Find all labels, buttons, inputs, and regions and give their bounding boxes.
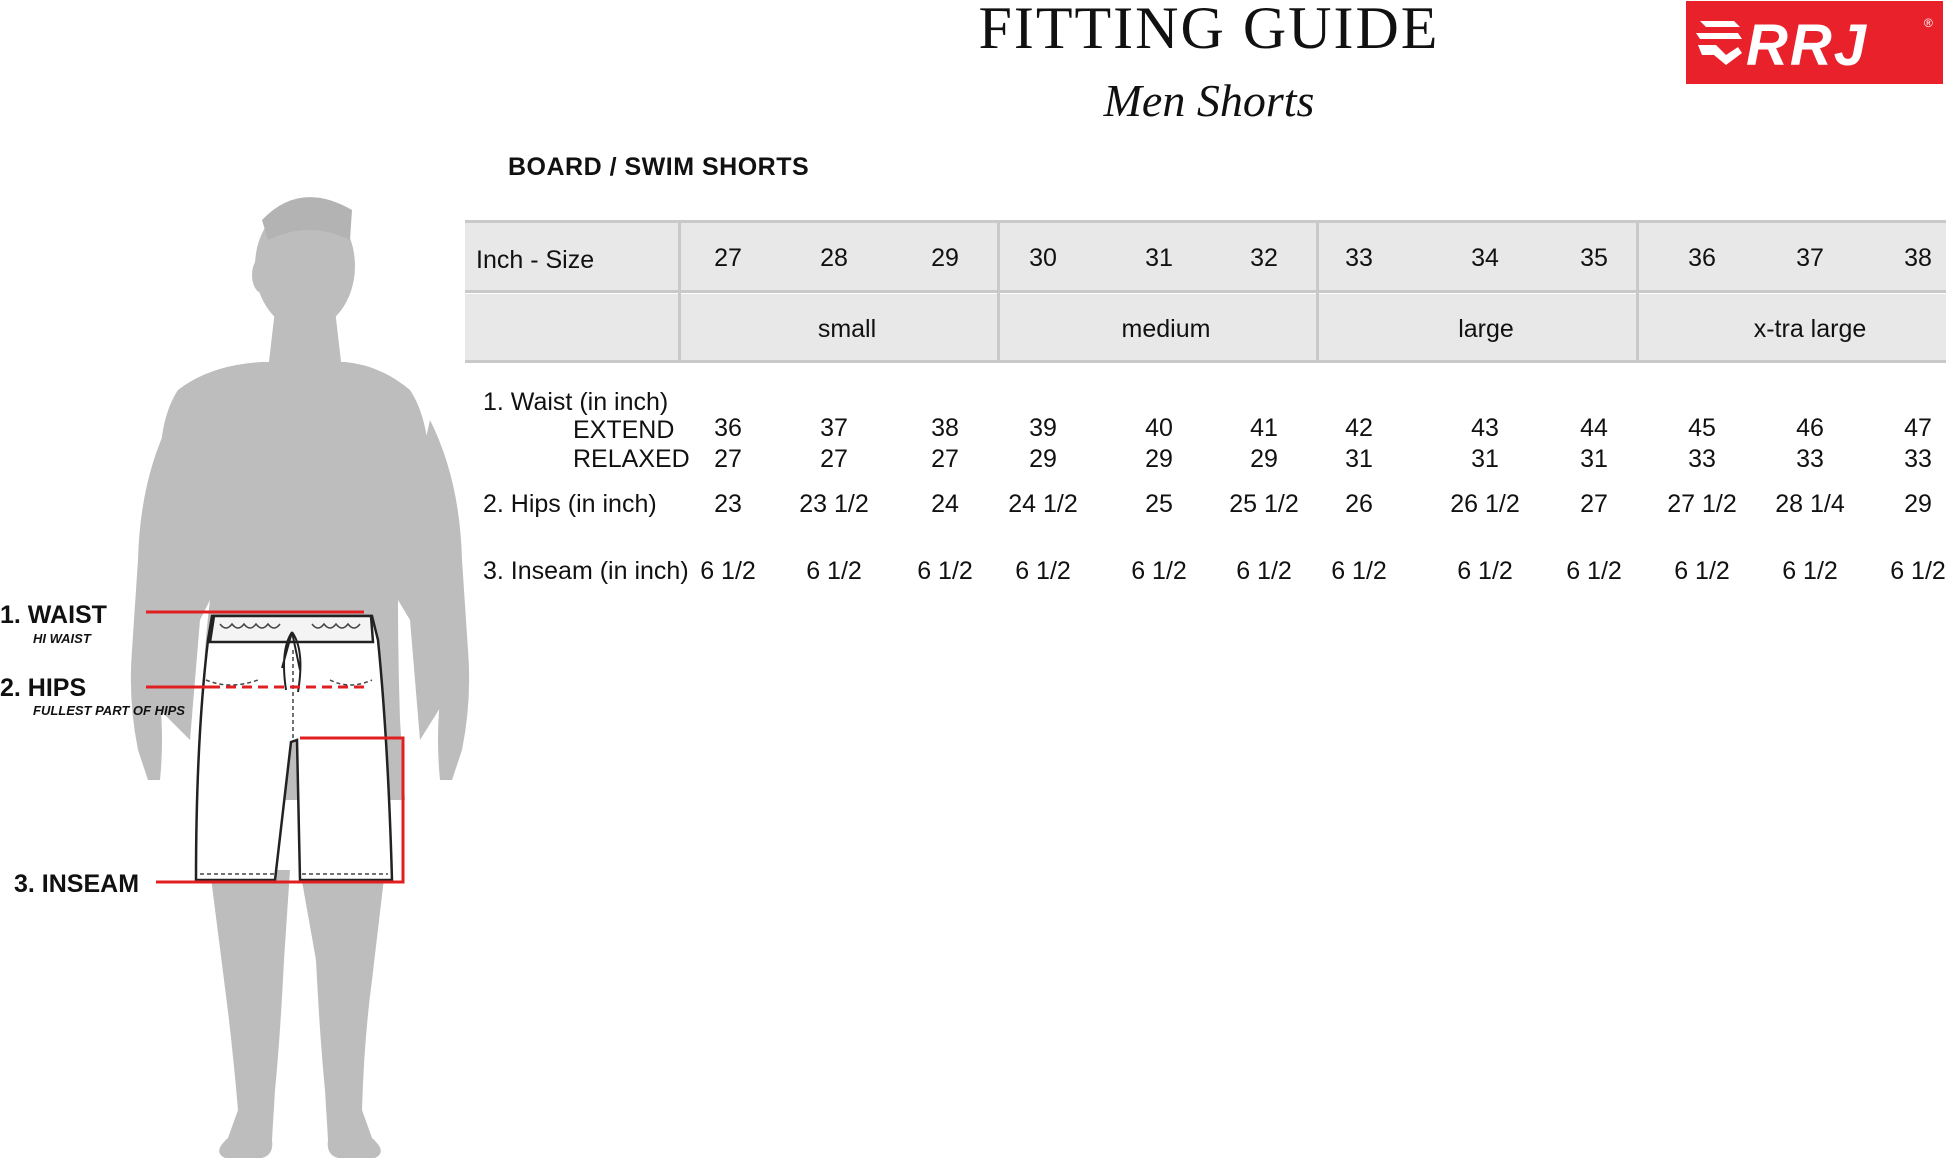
waist-relaxed-cell: 27: [714, 445, 742, 473]
inseam-cell: 6 1/2: [1566, 557, 1622, 585]
inseam-label: 3. Inseam (in inch): [483, 557, 689, 585]
hips-label: 2. Hips (in inch): [483, 490, 657, 518]
waist-relaxed-cell: 33: [1796, 445, 1824, 473]
waist-relaxed-cell: 31: [1471, 445, 1499, 473]
waist-extend-cell: 45: [1688, 414, 1716, 442]
column-divider: [678, 222, 681, 360]
hips-cell: 23 1/2: [799, 490, 869, 518]
table-rule: [465, 220, 1946, 223]
waist-measure-label: 1. WAIST: [0, 601, 107, 629]
waist-relaxed-cell: 33: [1688, 445, 1716, 473]
size-header-cell: 37: [1796, 244, 1824, 272]
waist-relaxed-cell: 31: [1580, 445, 1608, 473]
column-divider: [1636, 222, 1639, 360]
hips-cell: 25 1/2: [1229, 490, 1299, 518]
relaxed-label: RELAXED: [573, 445, 690, 473]
inseam-cell: 6 1/2: [1236, 557, 1292, 585]
column-divider: [997, 222, 1000, 360]
hips-cell: 26: [1345, 490, 1373, 518]
hips-cell: 27 1/2: [1667, 490, 1737, 518]
waist-extend-cell: 46: [1796, 414, 1824, 442]
table-rule: [465, 290, 1946, 293]
size-header-cell: 32: [1250, 244, 1278, 272]
waist-label: 1. Waist (in inch): [483, 388, 669, 416]
size-header-cell: 30: [1029, 244, 1057, 272]
hips-cell: 25: [1145, 490, 1173, 518]
size-header-cell: 33: [1345, 244, 1373, 272]
svg-text:®: ®: [1924, 16, 1933, 30]
inseam-cell: 6 1/2: [806, 557, 862, 585]
inseam-cell: 6 1/2: [917, 557, 973, 585]
hips-cell: 29: [1904, 490, 1932, 518]
brand-logo: [1686, 1, 1943, 84]
waist-extend-cell: 42: [1345, 414, 1373, 442]
hips-cell: 24: [931, 490, 959, 518]
size-header-cell: 36: [1688, 244, 1716, 272]
page-title: FITTING GUIDE: [978, 0, 1440, 61]
hips-measure-label: 2. HIPS: [0, 674, 87, 702]
inseam-cell: 6 1/2: [1890, 557, 1946, 585]
size-header-row: [465, 222, 1946, 290]
waist-extend-cell: 43: [1471, 414, 1499, 442]
page-subtitle: Men Shorts: [1103, 75, 1315, 126]
group-header-cell: small: [817, 315, 877, 343]
inseam-cell: 6 1/2: [1674, 557, 1730, 585]
waist-relaxed-cell: 31: [1345, 445, 1373, 473]
inseam-cell: 6 1/2: [1782, 557, 1838, 585]
size-header-cell: 35: [1580, 244, 1608, 272]
waist-relaxed-cell: 27: [931, 445, 959, 473]
size-header-cell: 31: [1145, 244, 1173, 272]
waist-extend-cell: 36: [714, 414, 742, 442]
waist-extend-cell: 39: [1029, 414, 1057, 442]
hips-cell: 28 1/4: [1775, 490, 1845, 518]
waist-extend-cell: 37: [820, 414, 848, 442]
waist-relaxed-cell: 27: [820, 445, 848, 473]
waist-extend-cell: 38: [931, 414, 959, 442]
waist-extend-cell: 41: [1250, 414, 1278, 442]
waist-relaxed-cell: 29: [1029, 445, 1057, 473]
hips-cell: 24 1/2: [1008, 490, 1078, 518]
waist-relaxed-cell: 29: [1145, 445, 1173, 473]
inseam-cell: 6 1/2: [1015, 557, 1071, 585]
inseam-cell: 6 1/2: [1131, 557, 1187, 585]
section-title: BOARD / SWIM SHORTS: [508, 153, 810, 181]
size-header-cell: 29: [931, 244, 959, 272]
inseam-cell: 6 1/2: [1331, 557, 1387, 585]
size-header-cell: 28: [820, 244, 848, 272]
hips-measure-note: FULLEST PART OF HIPS: [33, 703, 185, 718]
group-header-cell: large: [1458, 315, 1514, 343]
size-header-cell: 34: [1471, 244, 1499, 272]
inseam-measure-label: 3. INSEAM: [14, 870, 140, 898]
group-header-cell: medium: [1121, 315, 1211, 343]
table-rule: [465, 360, 1946, 363]
column-divider: [1316, 222, 1319, 360]
size-header-cell: 38: [1904, 244, 1932, 272]
waist-extend-cell: 40: [1145, 414, 1173, 442]
group-header-cell: x-tra large: [1753, 315, 1867, 343]
inseam-cell: 6 1/2: [700, 557, 756, 585]
size-header-cell: 27: [714, 244, 742, 272]
logo-text: RRJ: [1746, 13, 1869, 78]
waist-relaxed-cell: 29: [1250, 445, 1278, 473]
inseam-cell: 6 1/2: [1457, 557, 1513, 585]
extend-label: EXTEND: [573, 416, 675, 444]
hips-cell: 27: [1580, 490, 1608, 518]
hips-cell: 23: [714, 490, 742, 518]
waist-relaxed-cell: 33: [1904, 445, 1932, 473]
waist-measure-note: HI WAIST: [33, 631, 91, 646]
waist-extend-cell: 44: [1580, 414, 1608, 442]
hips-cell: 26 1/2: [1450, 490, 1520, 518]
size-header-label: Inch - Size: [476, 246, 595, 274]
waist-extend-cell: 47: [1904, 414, 1932, 442]
